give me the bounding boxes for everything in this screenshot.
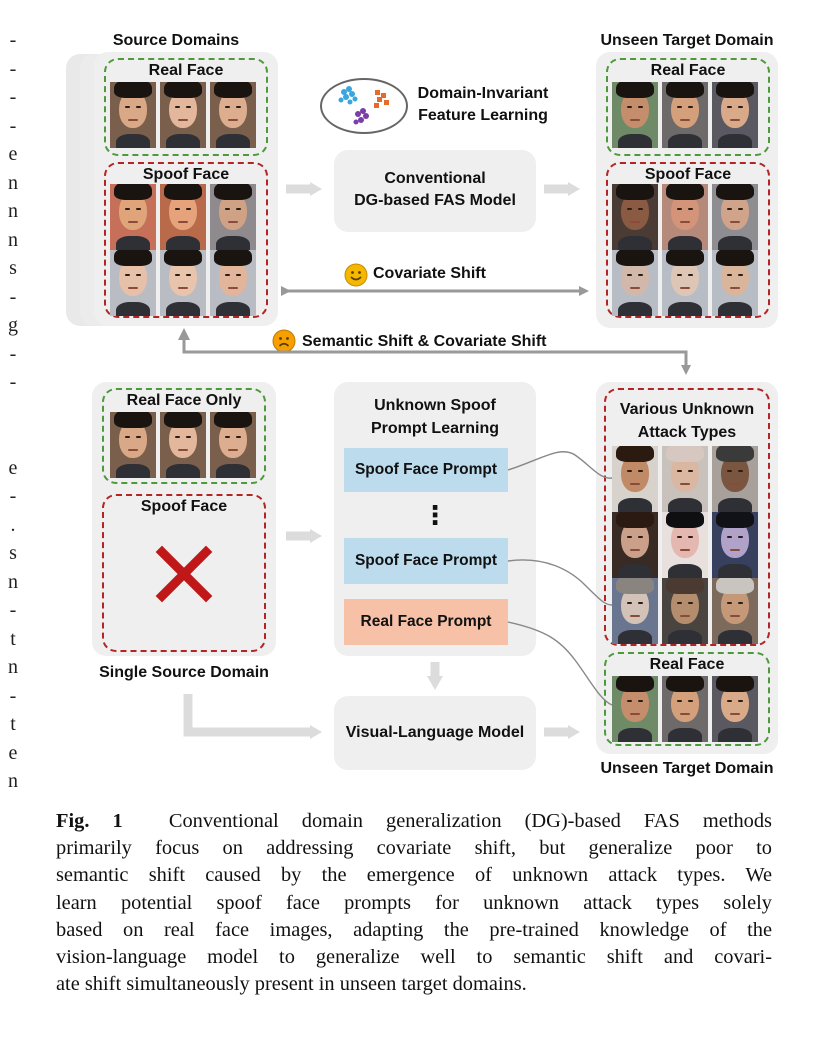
unknown-attacks-label: Various Unknown Attack Types <box>619 401 755 441</box>
real-prompt-to-real-line <box>508 622 612 705</box>
margin-letter: - <box>9 57 17 80</box>
margin-letter: n <box>8 200 18 222</box>
caption-line-3: learn potential spoof face prompts for unknown attack types solely <box>56 891 772 914</box>
semantic-shift-connector <box>184 336 686 372</box>
margin-letter: - <box>9 684 17 707</box>
margin-letter: - <box>9 485 17 507</box>
real-face-prompt: Real Face Prompt <box>344 599 508 645</box>
spoof-face-prompt-1: Spoof Face Prompt <box>344 448 508 492</box>
margin-letter: n <box>8 770 18 792</box>
margin-letter: - <box>9 285 17 308</box>
margin-letter: - <box>9 342 17 365</box>
single-source-to-vlm-arrow <box>188 694 312 732</box>
margin-letter: n <box>8 228 18 251</box>
margin-letter: n <box>8 570 18 593</box>
figure-caption <box>56 808 772 998</box>
prompt-ellipsis: ⋮ <box>422 500 448 530</box>
margin-letter: . <box>10 513 16 536</box>
margin-letter: s <box>9 542 17 564</box>
bottom-target-title: Unseen Target Domain <box>600 760 774 777</box>
margin-letter: n <box>8 171 18 194</box>
prompt2-to-attack-line <box>508 560 612 605</box>
target-real-face-label: Real Face <box>650 62 726 79</box>
margin-letter: s <box>9 257 17 279</box>
caption-line-2: semantic shift caused by the emergence of unknown attack types. We <box>56 864 772 887</box>
margin-letter: t <box>10 713 16 735</box>
covariate-shift-label: Covariate Shift <box>373 265 486 282</box>
semantic-shift-label: Semantic Shift & Covariate Shift <box>302 333 547 350</box>
single-source-domain-label: Single Source Domain <box>99 664 269 681</box>
caption-line-6: ate shift simultaneously present in unseen target domains. <box>56 973 527 996</box>
margin-letter: t <box>10 627 16 650</box>
caption-line-0 <box>56 808 772 835</box>
caption-line-5: vision-language model to generalize well to semantic shift and covari- <box>56 946 772 969</box>
caption-line-0-text: Conventional domain generalization (DG)-based FAS methods <box>168 810 772 832</box>
caption-line-1: primarily focus on addressing covariate shift, but generalize poor to <box>56 837 772 860</box>
margin-letter: g <box>8 314 18 336</box>
margin-letter: - <box>9 86 17 108</box>
prompt-to-vlm-arrowhead <box>427 676 443 690</box>
empty-spoof-face-label: Spoof Face <box>140 498 228 515</box>
real-face-only-label: Real Face Only <box>126 392 242 409</box>
spoof-face-prompt-2: Spoof Face Prompt <box>344 538 508 584</box>
margin-letter: e <box>8 741 18 764</box>
semantic-shift-up-arrowhead <box>178 328 190 340</box>
domain-invariant-label: Domain-Invariant Feature Learning <box>417 85 549 124</box>
vlm-label: Visual-Language Model <box>345 724 525 741</box>
figure-number: Fig. 1 <box>56 810 123 832</box>
bottom-target-real-label: Real Face <box>649 656 725 673</box>
margin-letter: - <box>9 114 17 137</box>
source-spoof-face-label: Spoof Face <box>142 166 230 183</box>
source-real-face-label: Real Face <box>148 62 224 79</box>
margin-letter: - <box>9 599 17 621</box>
prompt-learning-title: Unknown Spoof Prompt Learning <box>370 397 499 437</box>
target-spoof-face-label: Spoof Face <box>644 166 732 183</box>
top-target-title: Unseen Target Domain <box>600 32 774 49</box>
margin-letter: n <box>8 656 18 678</box>
margin-letter: - <box>9 29 17 51</box>
margin-letter: e <box>8 456 18 479</box>
caption-line-4: based on real face images, adapting the pre-trained knowledge of the <box>56 918 772 941</box>
dg-fas-model-label: Conventional DG-based FAS Model <box>354 170 516 209</box>
prompt1-to-attack-line <box>508 452 612 478</box>
margin-letter: e <box>8 143 18 165</box>
source-domains-title: Source Domains <box>112 32 240 49</box>
margin-letter: - <box>9 371 17 393</box>
